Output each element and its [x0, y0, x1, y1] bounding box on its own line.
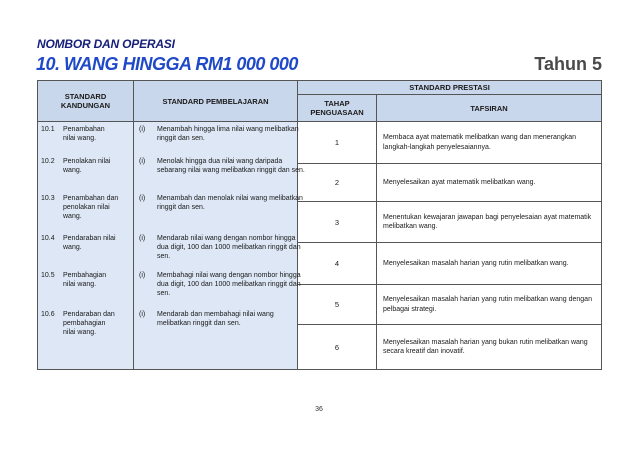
item-number: (i) — [139, 158, 146, 165]
level-description: Menyelesaikan masalah harian yang rutin melibatkan wang. — [383, 259, 569, 267]
level-description: Menyelesaikan masalah harian yang rutin melibatkan wang dengan pelbagai strategi. — [383, 296, 592, 313]
item-text: Mendarab dan membahagi nilai wang melibatkan ringgit dan sen. — [157, 311, 274, 327]
level-description: Membaca ayat matematik melibatkan wang dan menerangkan langkah-langkah penyelesaiannya. — [383, 134, 576, 151]
item-text: Pembahagian nilai wang. — [63, 272, 107, 288]
item-number: (i) — [139, 311, 146, 318]
item-number: (i) — [139, 195, 146, 202]
item-text: Mendarab nilai wang dengan nombor hingga dua digit, 100 dan 1000 melibatkan ringgit dan sen. — [157, 235, 301, 260]
item-number: 10.6 — [41, 311, 55, 318]
level-number: 2 — [334, 178, 340, 187]
item-text: Membahagi nilai wang dengan nombor hingga dua digit, 100 dan 1000 melibatkan ringgit dan sen. — [157, 272, 301, 297]
header-standard-prestasi: STANDARD PRESTASI — [298, 81, 601, 94]
item-text: Pendaraban dan pembahagian nilai wang. — [63, 311, 115, 336]
level-number: 1 — [334, 138, 340, 147]
item-number: 10.5 — [41, 272, 55, 279]
divider — [297, 94, 601, 95]
item-number: 10.1 — [41, 126, 55, 133]
item-text: Menambah hingga lima nilai wang melibatkan ringgit dan sen. — [157, 126, 299, 142]
item-number: 10.2 — [41, 158, 55, 165]
level-description: Menyelesaikan masalah harian yang bukan rutin melibatkan wang secara kreatif dan inovatif. — [383, 338, 588, 355]
level-number: 6 — [334, 342, 340, 352]
header-tahap-penguasaan: TAHAP PENGUASAAN — [298, 95, 376, 121]
header-standard-kandungan: STANDARD KANDUNGAN — [38, 81, 133, 121]
year-label: Tahun 5 — [534, 54, 602, 74]
level-description: Menentukan kewajaran jawapan bagi penyelesaian ayat matematik melibatkan wang. — [383, 213, 592, 230]
page-number: 36 — [315, 406, 323, 413]
subject-title: NOMBOR DAN OPERASI — [37, 37, 175, 51]
item-number: 10.3 — [41, 195, 55, 202]
item-number: 10.4 — [41, 235, 55, 242]
topic-title: 10. WANG HINGGA RM1 000 000 — [36, 54, 298, 74]
item-text: Menolak hingga dua nilai wang daripada sebarang nilai wang melibatkan ringgit dan sen. — [157, 158, 305, 174]
item-text: Penambahan dan penolakan nilai wang. — [63, 195, 119, 220]
level-number: 4 — [334, 259, 340, 268]
divider — [133, 81, 134, 369]
item-text: Menambah dan menolak nilai wang melibatkan ringgit dan sen. — [157, 195, 303, 211]
header-standard-pembelajaran: STANDARD PEMBELAJARAN — [134, 81, 297, 121]
header-tafsiran: TAFSIRAN — [377, 95, 601, 121]
item-number: (i) — [139, 126, 146, 133]
item-text: Penolakan nilai wang. — [63, 158, 111, 174]
standards-table — [37, 80, 602, 370]
item-text: Pendaraban nilai wang. — [63, 235, 116, 251]
item-number: (i) — [139, 272, 146, 279]
divider — [376, 94, 377, 369]
level-number: 3 — [334, 217, 340, 227]
level-number: 5 — [334, 300, 340, 309]
item-number: (i) — [139, 235, 146, 242]
level-description: Menyelesaikan ayat matematik melibatkan wang. — [383, 178, 536, 186]
item-text: Penambahan nilai wang. — [63, 126, 105, 142]
